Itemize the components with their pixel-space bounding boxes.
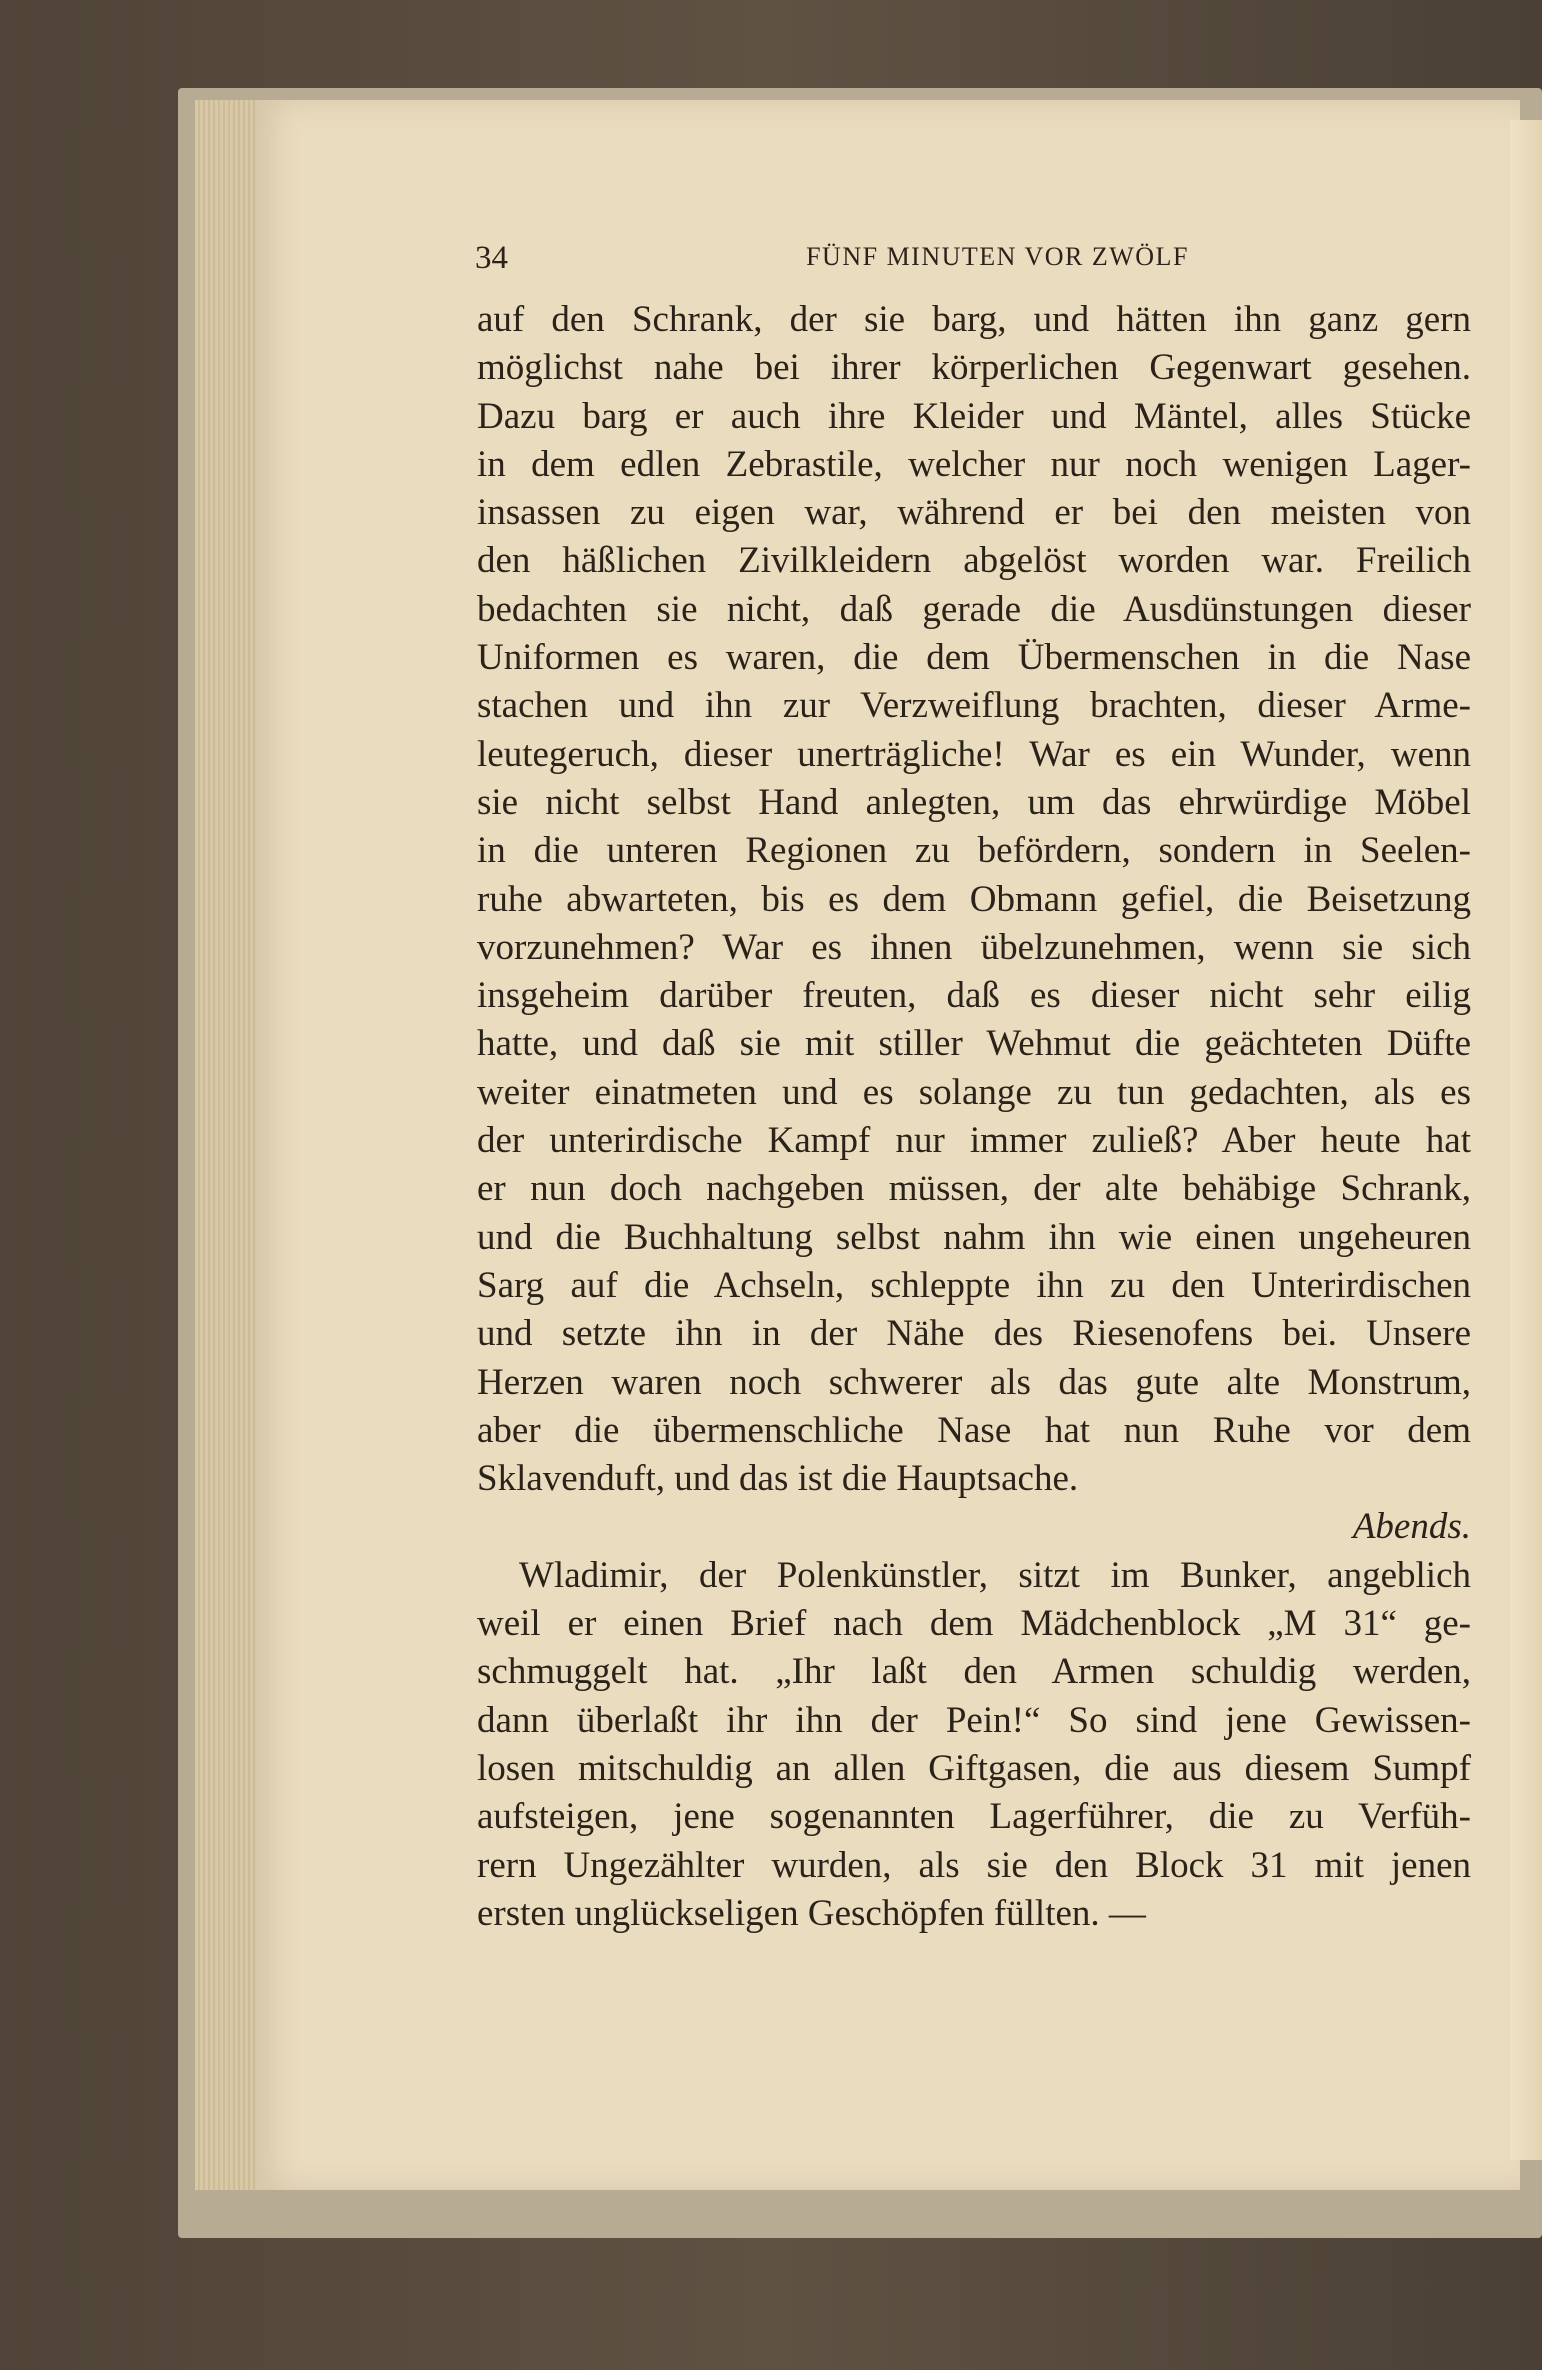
text-line: Sarg auf die Achseln, schleppte ihn zu den Unterirdischen [477, 1264, 1471, 1306]
text-line: und die Buchhaltung selbst nahm ihn wie einen ungeheuren [477, 1216, 1471, 1258]
text-line: rern Ungezählter wurden, als sie den Block 31 mit jenen [477, 1844, 1471, 1886]
text-line: den häßlichen Zivilkleidern abgelöst worden war. Freilich [477, 540, 1471, 582]
text-line: in dem edlen Zebrastile, welcher nur noch wenigen Lager- [477, 443, 1471, 485]
text-line: weil er einen Brief nach dem Mädchenblock „M 31“ ge- [477, 1603, 1471, 1645]
text-line: dann überlaßt ihr ihn der Pein!“ So sind jene Gewissen- [477, 1699, 1471, 1741]
text-line: möglichst nahe bei ihrer körperlichen Gegenwart gesehen. [477, 347, 1471, 389]
text-line: vorzunehmen? War es ihnen übelzunehmen, wenn sie sich [477, 926, 1471, 968]
text-line: auf den Schrank, der sie barg, und hätten ihn ganz gern [477, 299, 1471, 340]
text-line: Herzen waren noch schwerer als das gute alte Monstrum, [477, 1361, 1471, 1403]
text-line: insgeheim darüber freuten, daß es dieser nicht sehr eilig [477, 975, 1471, 1017]
text-line: hatte, und daß sie mit stiller Wehmut die geächteten Düfte [477, 1023, 1471, 1065]
body-text [477, 296, 1471, 1938]
text-line: der unterirdische Kampf nur immer zuließ? Aber heute hat [477, 1120, 1471, 1162]
text-line: stachen und ihn zur Verzweiflung brachten, dieser Arme- [477, 685, 1471, 727]
paragraph-1 [477, 296, 1471, 1503]
text-line: aber die übermenschliche Nase hat nun Ruhe vor dem [477, 1409, 1471, 1451]
text-line: Wladimir, der Polenkünstler, sitzt im Bunker, angeblich [519, 1554, 1471, 1596]
running-title: FÜNF MINUTEN VOR ZWÖLF [806, 242, 1189, 271]
text-line: bedachten sie nicht, daß gerade die Ausdünstungen dieser [477, 588, 1471, 630]
text-line: schmuggelt hat. „Ihr laßt den Armen schuldig werden, [477, 1651, 1471, 1693]
text-line: Uniformen es waren, die dem Übermenschen in die Nase [477, 637, 1471, 679]
text-line: und setzte ihn in der Nähe des Riesenofens bei. Unsere [477, 1313, 1471, 1355]
text-line: er nun doch nachgeben müssen, der alte behäbige Schrank, [477, 1168, 1471, 1210]
text-line: leutegeruch, dieser unerträgliche! War es ein Wunder, wenn [477, 733, 1471, 775]
dateline: Abends. [1352, 1506, 1471, 1548]
text-line: Sklavenduft, und das ist die Hauptsache. [477, 1458, 1079, 1500]
text-line: sie nicht selbst Hand anlegten, um das ehrwürdige Möbel [477, 781, 1471, 823]
text-line: losen mitschuldig an allen Giftgasen, die aus diesem Sumpf [477, 1747, 1471, 1789]
text-line: weiter einatmeten und es solange zu tun gedachten, als es [477, 1071, 1471, 1113]
text-line: ersten unglückseligen Geschöpfen füllten. — [477, 1892, 1146, 1934]
text-line: ruhe abwarteten, bis es dem Obmann gefiel, die Beisetzung [477, 878, 1471, 920]
text-line: aufsteigen, jene sogenannten Lagerführer, die zu Verfüh- [477, 1796, 1471, 1838]
next-page-edge [1510, 120, 1542, 2160]
text-line: in die unteren Regionen zu befördern, sondern in Seelen- [477, 830, 1471, 872]
text-line: Dazu barg er auch ihre Kleider und Mäntel, alles Stücke [477, 395, 1471, 437]
paragraph-2 [477, 1552, 1471, 1938]
page-number: 34 [475, 240, 508, 276]
text-line: insassen zu eigen war, während er bei den meisten von [477, 492, 1471, 534]
running-head [475, 234, 1480, 280]
